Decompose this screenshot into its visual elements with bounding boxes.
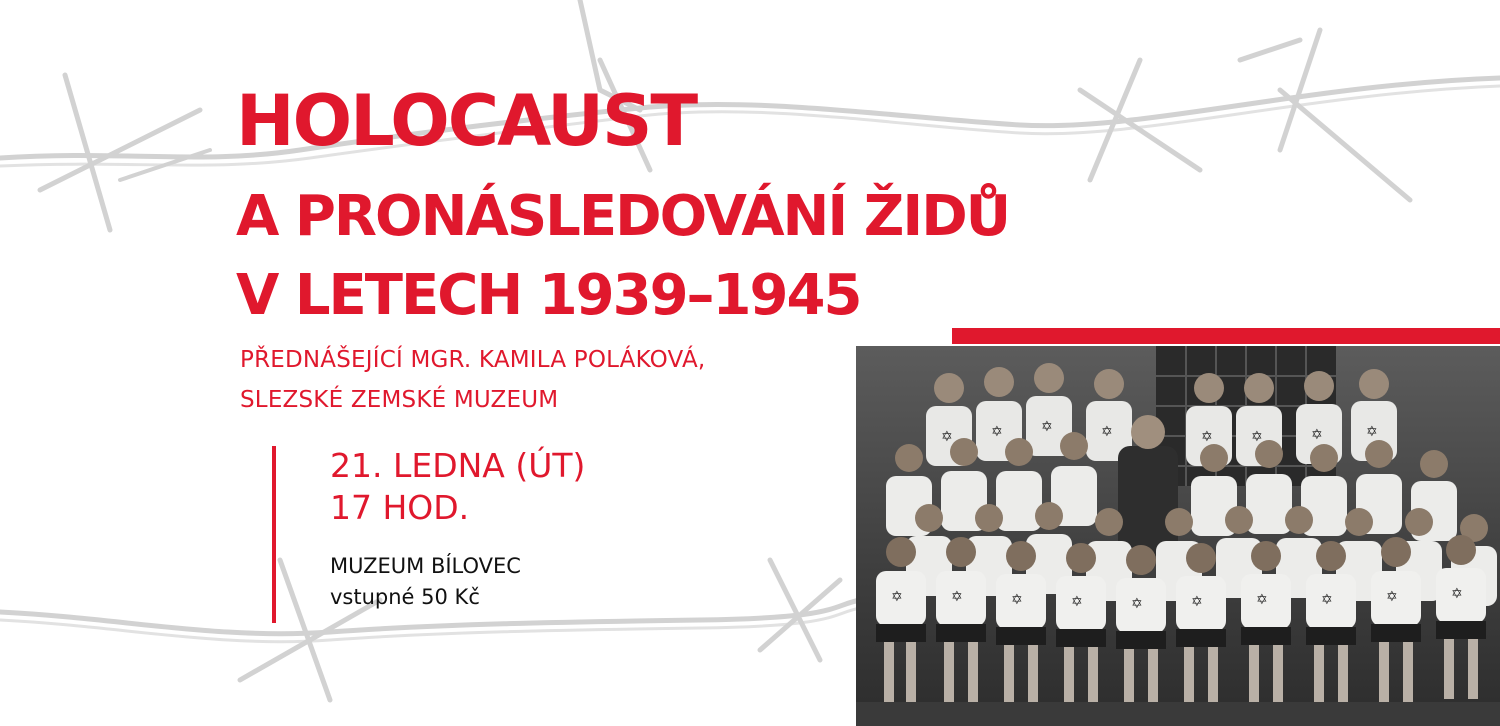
title-line-1: HOLOCAUST (236, 80, 697, 162)
svg-text:✡: ✡ (991, 424, 1003, 440)
vertical-red-rule (272, 446, 276, 623)
svg-text:✡: ✡ (891, 589, 903, 605)
historical-group-photo (856, 346, 1500, 726)
svg-text:✡: ✡ (1201, 429, 1213, 445)
speaker-line-2: SLEZSKÉ ZEMSKÉ MUZEUM (240, 387, 559, 413)
svg-text:✡: ✡ (1101, 424, 1113, 440)
admission-fee: vstupné 50 Kč (330, 585, 480, 609)
event-time: 17 HOD. (330, 488, 470, 527)
svg-text:✡: ✡ (1191, 594, 1203, 610)
event-date: 21. LEDNA (ÚT) (330, 446, 586, 485)
svg-text:✡: ✡ (1041, 419, 1053, 435)
svg-text:✡: ✡ (1256, 592, 1268, 608)
svg-text:✡: ✡ (1321, 592, 1333, 608)
venue-name: MUZEUM BÍLOVEC (330, 554, 521, 578)
svg-text:✡: ✡ (1451, 586, 1463, 602)
svg-text:✡: ✡ (951, 589, 963, 605)
svg-text:✡: ✡ (941, 429, 953, 445)
svg-text:✡: ✡ (1386, 589, 1398, 605)
svg-text:✡: ✡ (1311, 427, 1323, 443)
svg-text:✡: ✡ (1131, 596, 1143, 612)
title-line-3: V LETECH 1939–1945 (236, 263, 861, 328)
svg-text:✡: ✡ (1366, 424, 1378, 440)
svg-text:✡: ✡ (1071, 594, 1083, 610)
speaker-line-1: PŘEDNÁŠEJÍCÍ MGR. KAMILA POLÁKOVÁ, (240, 347, 706, 373)
red-divider-bar (952, 328, 1500, 344)
svg-text:✡: ✡ (1011, 592, 1023, 608)
svg-text:✡: ✡ (1251, 429, 1263, 445)
title-line-2: A PRONÁSLEDOVÁNÍ ŽIDŮ (236, 184, 1010, 249)
